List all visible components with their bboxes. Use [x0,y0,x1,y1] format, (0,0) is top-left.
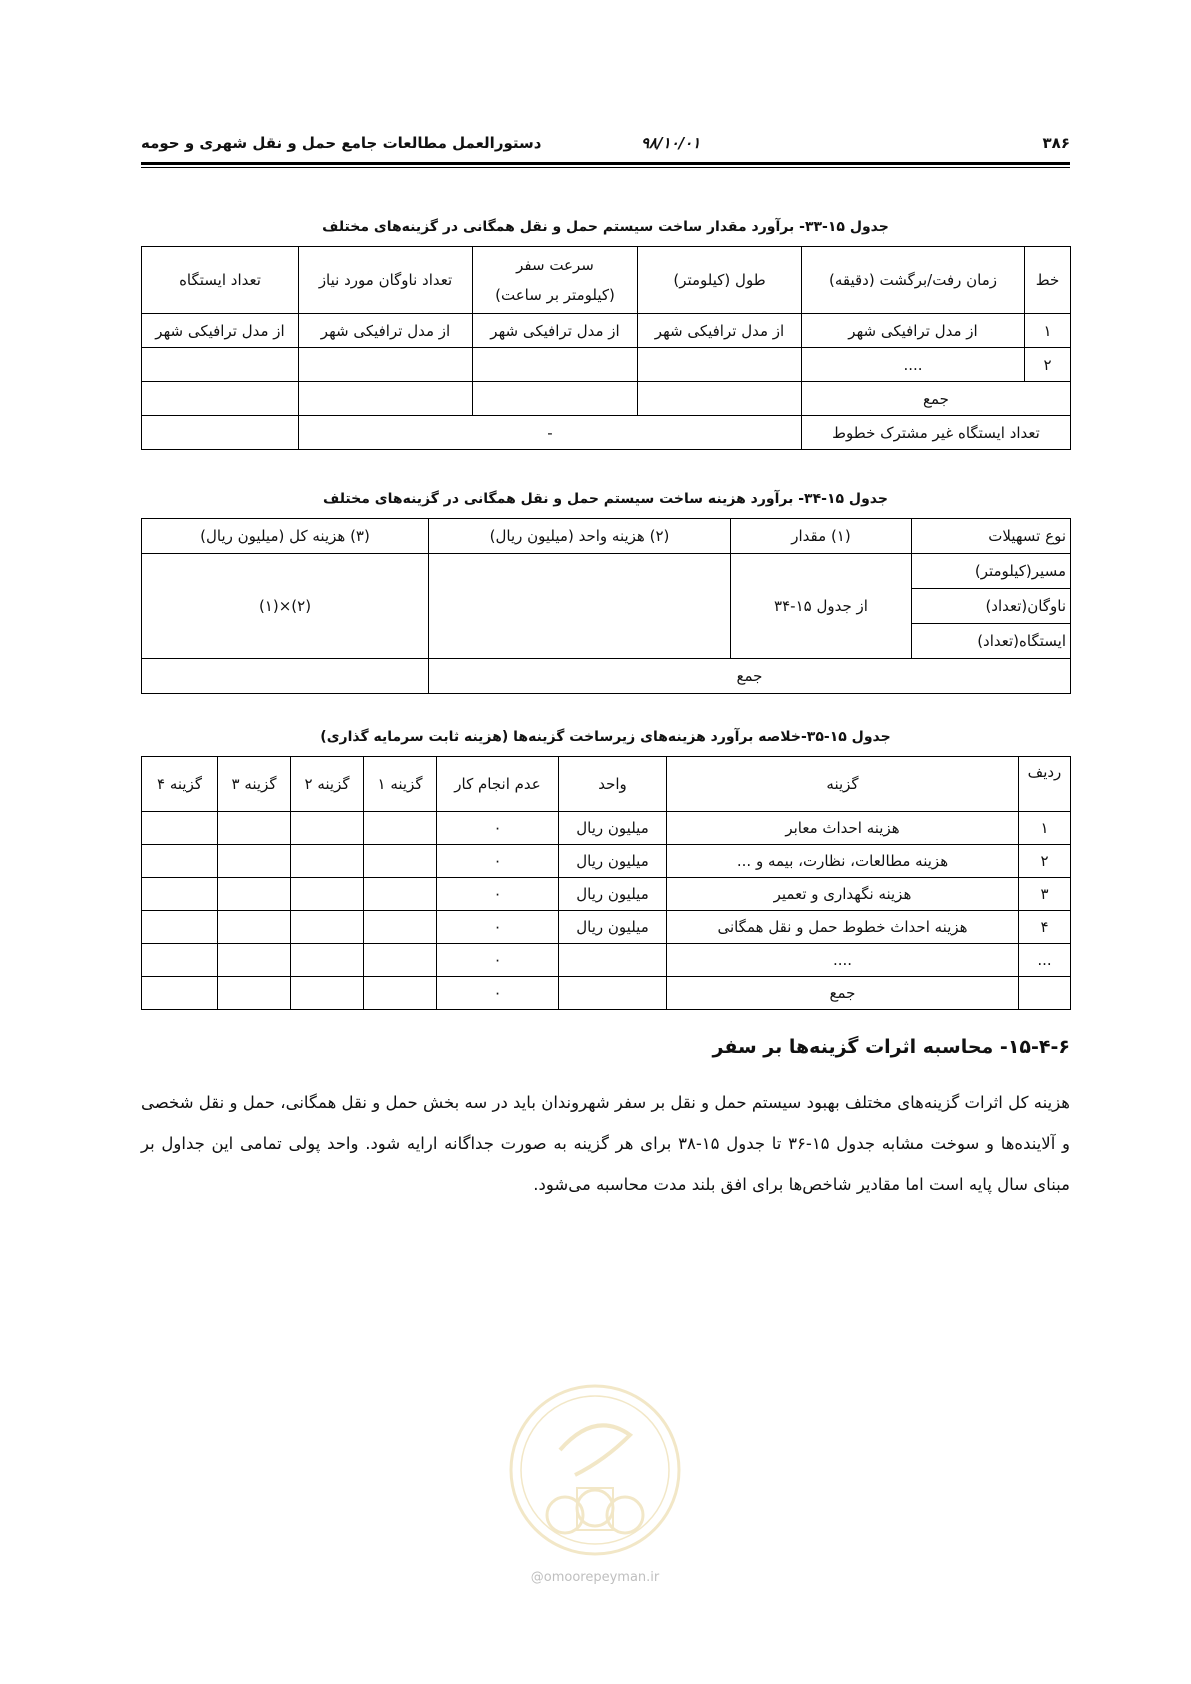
cell-no-action: ۰ [437,812,559,845]
table35 [141,756,1071,1010]
table33 [141,246,1071,450]
sum-label: جمع [667,977,1019,1010]
col-header-option: گزینه [667,757,1019,812]
sum-row [142,659,1071,694]
cell-fleet: از مدل ترافیکی شهر [299,314,473,348]
cell-option-4 [142,845,218,878]
cell-option-4 [142,878,218,911]
cell-line-number: ۱ [1025,314,1071,348]
cell-stations [142,416,299,450]
col-header-time: زمان رفت/برگشت (دقیقه) [802,247,1025,314]
section-heading: ۱۵-۴-۶- محاسبه اثرات گزینه‌ها بر سفر [712,1036,1070,1058]
cell-stations: از مدل ترافیکی شهر [142,314,299,348]
cell-option-name: هزینه مطالعات، نظارت، بیمه و ... [667,845,1019,878]
cell-fleet [299,348,473,382]
cell-option-4 [142,812,218,845]
cell-fleet [299,382,473,416]
cell-facility: ایستگاه(تعداد) [912,624,1071,659]
table33-caption: جدول ۱۵-۳۳- برآورد مقدار ساخت سیستم حمل و نقل همگانی در گزینه‌های مختلف [322,219,889,235]
table-row [142,911,1071,944]
cell-option-4 [142,977,218,1010]
cell-option-name: .... [667,944,1019,977]
cell-row-number [1019,977,1071,1010]
cell-unit-cost [429,554,731,659]
cell-no-action: ۰ [437,878,559,911]
table-row [142,845,1071,878]
col-header-stations: تعداد ایستگاه [142,247,299,314]
cell-length [638,382,802,416]
cell-line-number: ۲ [1025,348,1071,382]
cell-option-3 [218,911,291,944]
nonshared-value: - [299,416,802,450]
cell-option-name: هزینه احداث معابر [667,812,1019,845]
nonshared-label: تعداد ایستگاه غیر مشترک خطوط [802,416,1071,450]
speed-header-line2: (کیلومتر بر ساعت) [495,286,615,304]
col-header-unit: واحد [559,757,667,812]
header-title: دستورالعمل مطالعات جامع حمل و نقل شهری و حومه [141,134,542,152]
col-header-option-4: گزینه ۴ [142,757,218,812]
body-paragraph: هزینه کل اثرات گزینه‌های مختلف بهبود سیستم حمل و نقل بر سفر شهروندان باید در سه بخش حمل و نقل همگانی، حمل و نقل شخصی و آلاینده‌ها و سوخت مشابه جدول ۱۵-۳۶ تا جدول ۱۵-۳۸ برای هر گزینه به صورت جداگانه ارایه شود. واحد پولی تمامی این جداول بر مبنای سال پایه است اما مقادیر شاخص‌ها برای افق بلند مدت محاسبه می‌شود. [141,1093,1070,1194]
cell-length [638,348,802,382]
speed-header-line1: سرعت سفر [516,256,594,274]
cell-option-3 [218,944,291,977]
cell-unit [559,977,667,1010]
cell-option-name: هزینه نگهداری و تعمیر [667,878,1019,911]
table-row [142,348,1071,382]
sum-row [142,382,1071,416]
cell-unit: میلیون ریال [559,878,667,911]
cell-option-1 [364,845,437,878]
cell-option-2 [291,977,364,1010]
cell-total-cost: (۲)×(۱) [142,554,429,659]
col-header-unit-cost: (۲) هزینه واحد (میلیون ریال) [429,519,731,554]
cell-no-action: ۰ [437,944,559,977]
cell-option-2 [291,944,364,977]
table34 [141,518,1071,694]
cell-stations [142,382,299,416]
table-header-row [142,757,1071,812]
col-header-row: ردیف [1019,757,1071,812]
cell-total-cost [142,659,429,694]
cell-unit: میلیون ریال [559,911,667,944]
cell-unit: میلیون ریال [559,845,667,878]
cell-speed [473,348,638,382]
cell-no-action: ۰ [437,977,559,1010]
cell-time: از مدل ترافیکی شهر [802,314,1025,348]
col-header-option-3: گزینه ۳ [218,757,291,812]
cell-no-action: ۰ [437,845,559,878]
table-row [142,812,1071,845]
cell-row-number: ۲ [1019,845,1071,878]
cell-option-3 [218,812,291,845]
sum-label: جمع [429,659,1071,694]
table-header-row [142,247,1071,314]
watermark-site-text: @omoorepeyman.ir [530,1570,660,1585]
header-rule-thin [141,167,1070,168]
cell-unit: میلیون ریال [559,812,667,845]
cell-option-2 [291,878,364,911]
cell-length: از مدل ترافیکی شهر [638,314,802,348]
cell-option-4 [142,944,218,977]
cell-option-1 [364,878,437,911]
table-row [142,878,1071,911]
col-header-option-1: گزینه ۱ [364,757,437,812]
col-header-fleet: تعداد ناوگان مورد نیاز [299,247,473,314]
cell-option-2 [291,845,364,878]
table-row [142,554,1071,589]
cell-option-2 [291,812,364,845]
col-header-length: طول (کیلومتر) [638,247,802,314]
cell-facility: ناوگان(تعداد) [912,589,1071,624]
col-header-option-2: گزینه ۲ [291,757,364,812]
cell-amount: از جدول ۱۵-۳۴ [731,554,912,659]
cell-unit [559,944,667,977]
page-number: ۳۸۶ [1042,134,1070,152]
table34-caption: جدول ۱۵-۳۴- برآورد هزینه ساخت سیستم حمل و نقل همگانی در گزینه‌های مختلف [323,491,888,507]
cell-option-1 [364,812,437,845]
cell-stations [142,348,299,382]
cell-option-name: هزینه احداث خطوط حمل و نقل همگانی [667,911,1019,944]
cell-option-4 [142,911,218,944]
cell-facility: مسیر(کیلومتر) [912,554,1071,589]
cell-row-number: ۱ [1019,812,1071,845]
cell-option-1 [364,977,437,1010]
cell-no-action: ۰ [437,911,559,944]
cell-option-1 [364,911,437,944]
col-header-total-cost: (۳) هزینه کل (میلیون ریال) [142,519,429,554]
table35-caption: جدول ۱۵-۳۵-خلاصه برآورد هزینه‌های زیرساخت گزینه‌ها (هزینه ثابت سرمایه گذاری) [320,729,891,745]
table-row [142,314,1071,348]
col-header-no-action: عدم انجام کار [437,757,559,812]
col-header-line: خط [1025,247,1071,314]
header-date: ۹۸/۱۰/۰۱ [641,134,701,152]
col-header-type: نوع تسهیلات [912,519,1071,554]
cell-speed [473,382,638,416]
cell-time: .... [802,348,1025,382]
cell-option-1 [364,944,437,977]
table-header-row [142,519,1071,554]
cell-option-3 [218,845,291,878]
cell-row-number: ... [1019,944,1071,977]
col-header-speed [473,247,638,314]
cell-option-3 [218,878,291,911]
cell-speed: از مدل ترافیکی شهر [473,314,638,348]
sum-row [142,977,1071,1010]
cell-option-3 [218,977,291,1010]
cell-option-2 [291,911,364,944]
cell-row-number: ۴ [1019,911,1071,944]
col-header-amount: (۱) مقدار [731,519,912,554]
cell-row-number: ۳ [1019,878,1071,911]
sum-label: جمع [802,382,1071,416]
nonshared-row [142,416,1071,450]
table-row [142,944,1071,977]
page-header [141,128,1070,162]
header-rule-thick [141,162,1070,165]
watermark-logo-icon [505,1380,685,1560]
